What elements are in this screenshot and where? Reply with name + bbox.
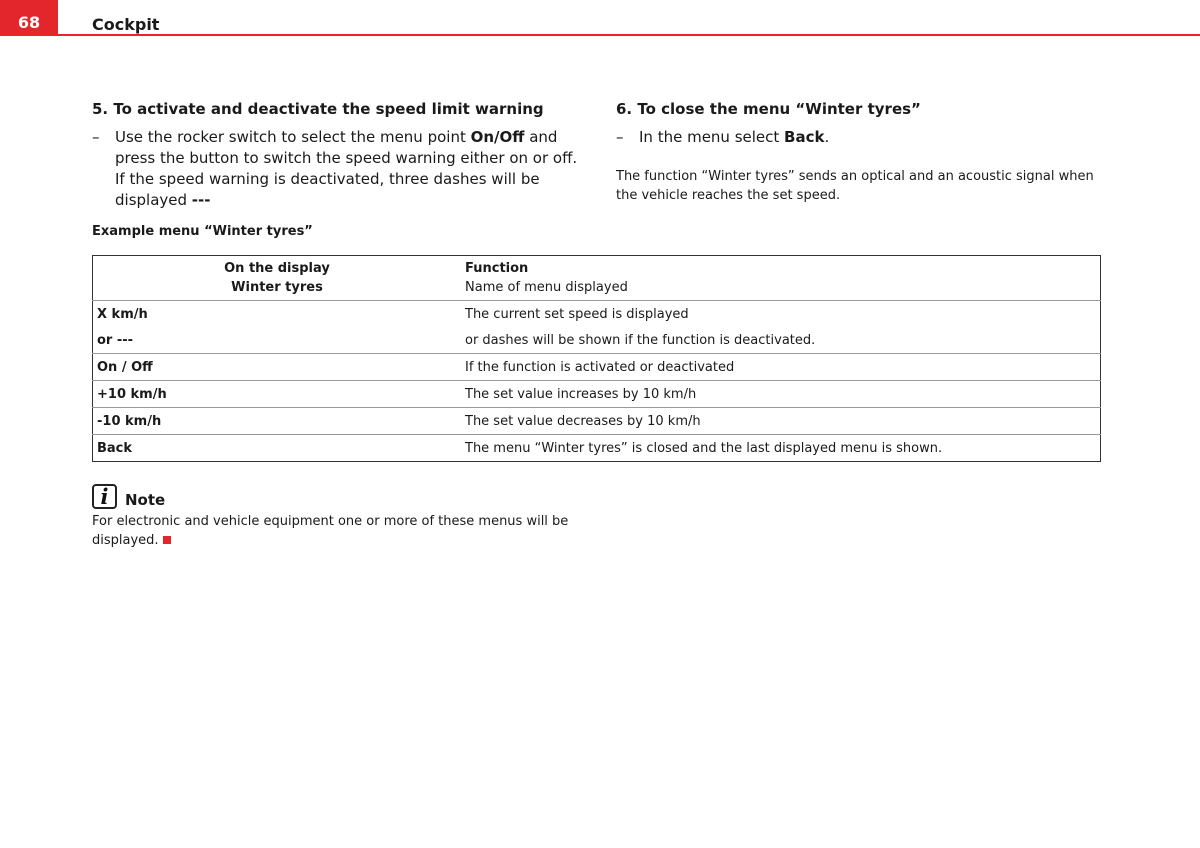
table-row xyxy=(93,301,1101,328)
function-cell: The current set speed is displayed xyxy=(461,301,1101,328)
note-box xyxy=(92,484,572,550)
close-menu-heading: 6. To close the menu “Winter tyres” xyxy=(616,100,921,118)
header-display-line1: On the display xyxy=(224,261,330,276)
step-text: . xyxy=(824,128,830,146)
display-value: or --- xyxy=(97,332,134,348)
table-row xyxy=(93,354,1101,381)
close-menu-step xyxy=(616,127,1116,148)
winter-tyres-table xyxy=(92,255,1101,462)
display-cell xyxy=(93,408,462,435)
table-row xyxy=(93,381,1101,408)
note-header xyxy=(92,484,572,509)
section-title: Cockpit xyxy=(92,15,160,34)
display-cell xyxy=(93,354,462,381)
end-of-section-marker xyxy=(163,536,171,544)
function-description: The function “Winter tyres” sends an optical and an acoustic signal when the vehicle reaches the set speed. xyxy=(616,169,1094,203)
note-text: For electronic and vehicle equipment one or more of these menus will be displayed. xyxy=(92,514,569,548)
table-row xyxy=(93,408,1101,435)
step-bold: On/Off xyxy=(470,128,525,146)
right-column xyxy=(616,98,1116,205)
table-header-row xyxy=(93,256,1101,301)
display-value: +10 km/h xyxy=(97,386,167,402)
display-cell xyxy=(93,327,462,354)
step-bold: Back xyxy=(784,128,825,146)
display-value: X km/h xyxy=(97,306,148,322)
step-dash: – xyxy=(92,128,100,146)
display-value: Back xyxy=(97,440,133,456)
header-function-cell xyxy=(461,256,1101,301)
note-title: Note xyxy=(125,491,166,509)
display-cell xyxy=(93,435,462,462)
table-row xyxy=(93,435,1101,462)
header-display-cell xyxy=(93,256,462,301)
left-column xyxy=(92,98,582,211)
step-bold: --- xyxy=(191,191,211,209)
display-cell xyxy=(93,381,462,408)
info-icon: i xyxy=(92,484,117,509)
table-caption: Example menu “Winter tyres” xyxy=(92,224,313,239)
header-function-line1: Function xyxy=(465,261,529,276)
function-cell: The menu “Winter tyres” is closed and the last displayed menu is shown. xyxy=(461,435,1101,462)
step-text: and press the button to switch the speed warning either on or off. If the speed warning is deactivated, three dashes will be displayed xyxy=(115,128,578,209)
table-row xyxy=(93,327,1101,354)
function-cell: or dashes will be shown if the function is deactivated. xyxy=(465,332,816,348)
step-text: In the menu select xyxy=(639,128,785,146)
page-number: 68 xyxy=(0,0,58,36)
activate-heading: 5. To activate and deactivate the speed limit warning xyxy=(92,100,544,118)
function-cell: If the function is activated or deactivated xyxy=(461,354,1101,381)
step-dash: – xyxy=(616,128,624,146)
function-cell: The set value increases by 10 km/h xyxy=(461,381,1101,408)
header-function-line2: Name of menu displayed xyxy=(465,280,628,295)
function-cell: The set value decreases by 10 km/h xyxy=(461,408,1101,435)
header-rule xyxy=(0,34,1200,36)
display-cell xyxy=(93,301,462,328)
display-value: On / Off xyxy=(97,359,153,375)
activate-step xyxy=(92,127,582,211)
note-text-block xyxy=(92,512,572,550)
step-text: Use the rocker switch to select the menu point xyxy=(115,128,471,146)
header-display-line2: Winter tyres xyxy=(231,280,323,295)
display-value: -10 km/h xyxy=(97,413,162,429)
